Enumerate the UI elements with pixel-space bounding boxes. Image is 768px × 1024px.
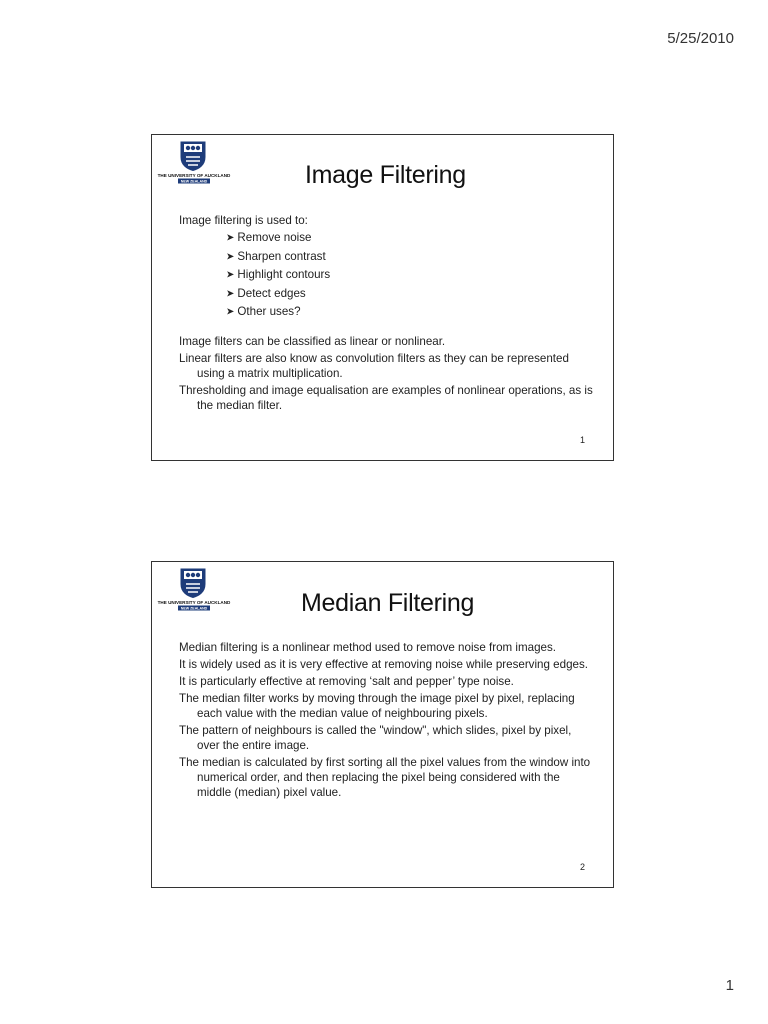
paragraph: Linear filters are also know as convolution filters as they can be represented using a matrix multiplication. (179, 352, 569, 380)
list-item: ➤ Sharpen contrast (226, 249, 326, 263)
arrow-bullet-icon: ➤ (226, 306, 235, 318)
slide-number: 2 (579, 862, 585, 872)
svg-text:THE UNIVERSITY OF AUCKLAND: THE UNIVERSITY OF AUCKLAND (157, 173, 231, 178)
crest-icon (180, 568, 206, 598)
page-number: 1 (725, 977, 734, 994)
svg-text:NEW ZEALAND: NEW ZEALAND (180, 179, 208, 184)
slide-median-filtering (151, 561, 614, 888)
list-item: ➤ Highlight contours (226, 268, 331, 281)
crest-icon (180, 141, 206, 171)
svg-text:NEW ZEALAND: NEW ZEALAND (180, 606, 208, 611)
slide-body (179, 213, 593, 415)
slide-body (179, 640, 593, 802)
list-item: ➤ Remove noise (226, 231, 312, 244)
paragraph: Image filters can be classified as linear or nonlinear. (179, 335, 446, 348)
paragraph: Median filtering is a nonlinear method used to remove noise from images. (179, 641, 556, 654)
paragraph: It is widely used as it is very effective at removing noise while preserving edges. (179, 658, 588, 671)
bullet-list (226, 230, 593, 320)
paragraph: Thresholding and image equalisation are examples of nonlinear operations, as is the median filter. (179, 384, 593, 412)
arrow-bullet-icon: ➤ (226, 269, 235, 281)
paragraph: The median is calculated by first sorting all the pixel values from the window into numerical order, and then replacing the pixel being considered with the middle (median) pixel value. (179, 756, 591, 799)
list-item: ➤ Detect edges (226, 286, 306, 300)
slide-title: Image Filtering (305, 161, 466, 189)
list-item: ➤ Other uses? (226, 305, 301, 318)
paragraph: The median filter works by moving through the image pixel by pixel, replacing each value with the median value of neighbouring pixels. (179, 692, 575, 720)
svg-text:THE UNIVERSITY OF AUCKLAND: THE UNIVERSITY OF AUCKLAND (157, 600, 231, 605)
paragraph: The pattern of neighbours is called the "window", which slides, pixel by pixel, over the entire image. (179, 724, 572, 752)
arrow-bullet-icon: ➤ (226, 251, 235, 262)
intro-text: Image filtering is used to: (179, 214, 308, 227)
arrow-bullet-icon: ➤ (226, 232, 235, 244)
slide-image-filtering (151, 134, 614, 461)
paragraph: It is particularly effective at removing ‘salt and pepper’ type noise. (179, 675, 514, 688)
slide-title: Median Filtering (301, 589, 475, 617)
slide-number: 1 (579, 435, 585, 445)
arrow-bullet-icon: ➤ (226, 288, 235, 299)
page-date: 5/25/2010 (667, 30, 734, 47)
